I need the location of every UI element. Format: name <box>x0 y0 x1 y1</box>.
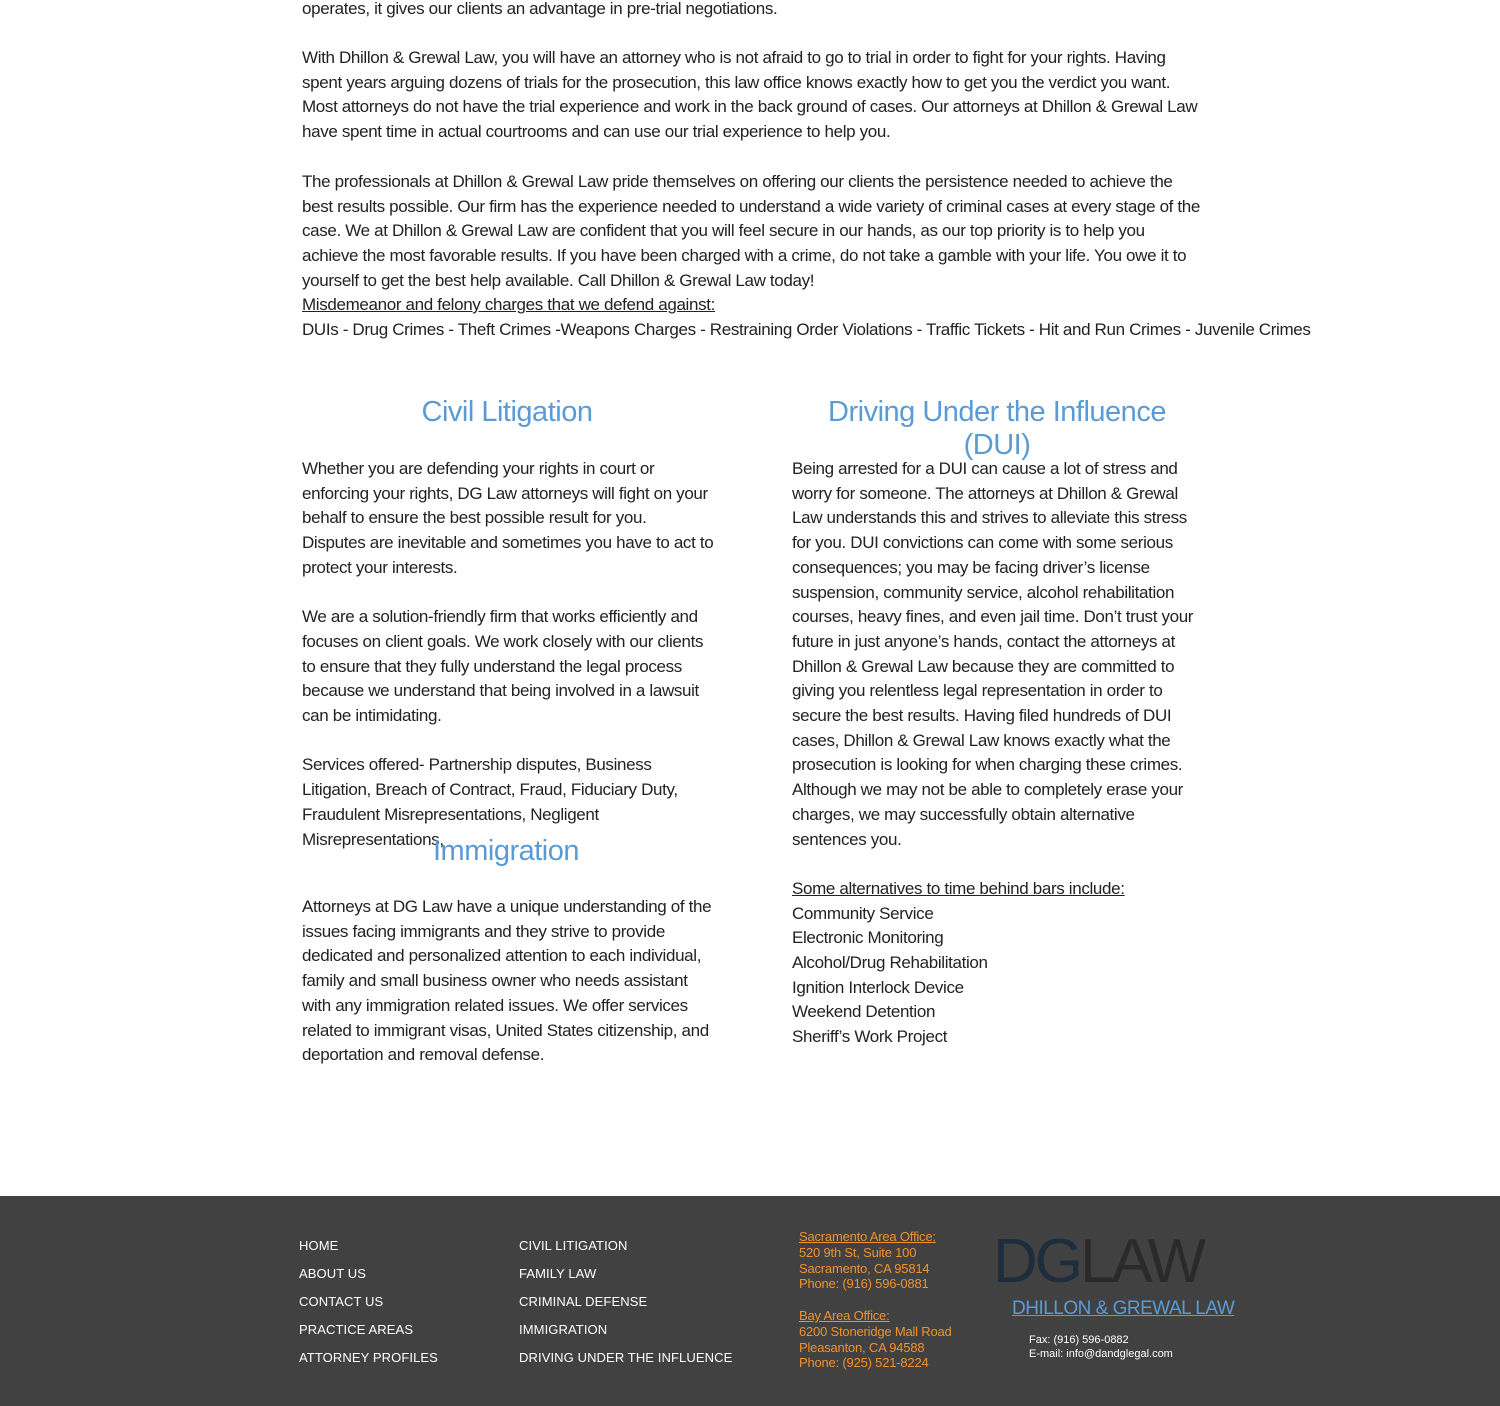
intro-paragraph-2: The professionals at Dhillon & Grewal Law pride themselves on offering our clients the persistence needed to achieve the best results possible. Our firm has the experience needed to understand a wide variety of criminal cases at every stage of the case. We at Dhillon & Grewal Law are confident that you will feel secure in our hands, as our top priority is to help you achieve the most favorable results. If you have been charged with a crime, do not take a gamble with your life. You owe it to yourself to get the best help available. Call Dhillon & Grewal Law today! <box>302 172 1201 290</box>
civil-litigation-heading: Civil Litigation <box>421 396 593 428</box>
site-footer <box>0 1196 1500 1406</box>
list-item: Alcohol/Drug Rehabilitation <box>792 953 988 973</box>
email-address[interactable]: E-mail: info@dandglegal.com <box>1029 1348 1173 1360</box>
alternatives-list <box>792 902 1204 1050</box>
alternatives-heading: Some alternatives to time behind bars include: <box>792 878 1125 898</box>
dui-heading: Driving Under the Influence (DUI) <box>828 396 1166 461</box>
footer-link-criminal-defense[interactable]: CRIMINAL DEFENSE <box>519 1294 648 1309</box>
charges-list: DUIs - Drug Crimes - Theft Crimes -Weapons Charges - Restraining Order Violations - Traffic Tickets - Hit and Run Crimes - Juvenile Crimes <box>302 320 1311 339</box>
footer-link-practice-areas[interactable]: PRACTICE AREAS <box>299 1322 414 1337</box>
footer-link-contact-us[interactable]: CONTACT US <box>299 1294 384 1309</box>
list-item: Sheriff’s Work Project <box>792 1027 948 1047</box>
footer-nav-main <box>299 1238 438 1378</box>
intro-paragraph-1: With Dhillon & Grewal Law, you will have an attorney who is not afraid to go to trial in order to fight for your rights. Having spent years arguing dozens of trials for the prosecution, this law office knows exactly how to get you the verdict you want. Most attorneys do not have the trial experience and work in the back ground of cases. Our attorneys at Dhillon & Grewal Law have spent time in actual courtrooms and can use our trial experience to help you. <box>302 48 1198 142</box>
list-item: Ignition Interlock Device <box>792 977 964 997</box>
bay-area-office-title[interactable]: Bay Area Office: <box>799 1307 890 1323</box>
office-addresses <box>799 1229 952 1371</box>
civil-services: Services offered- Partnership disputes, Business Litigation, Breach of Contract, Fraud, Fiduciary Duty, Fraudulent Misrepresentations, Negligent Misrepresentations, <box>302 755 678 849</box>
immigration-paragraph: Attorneys at DG Law have a unique understanding of the issues facing immigrants and they strive to provide dedicated and personalized attention to each individual, family and small business owner who needs assistant with any immigration related issues. We offer services related to immigrant visas, United States citizenship, and deportation and removal defense. <box>302 897 712 1065</box>
footer-link-about-us[interactable]: ABOUT US <box>299 1266 367 1281</box>
bay-address-line2: Pleasanton, CA 94588 <box>799 1339 925 1355</box>
logo-dg: DG <box>993 1230 1080 1290</box>
bay-address-line1: 6200 Stoneridge Mall Road <box>799 1323 952 1339</box>
fax-number: Fax: (916) 596-0882 <box>1029 1334 1129 1346</box>
bay-phone: Phone: (925) 521-8224 <box>799 1355 929 1371</box>
list-item: Weekend Detention <box>792 1002 936 1022</box>
logo-law: LAW <box>1080 1230 1204 1290</box>
sacramento-address-line2: Sacramento, CA 95814 <box>799 1260 930 1276</box>
sacramento-phone: Phone: (916) 596-0881 <box>799 1276 929 1292</box>
footer-link-family-law[interactable]: FAMILY LAW <box>519 1266 597 1281</box>
immigration-heading: Immigration <box>433 835 579 867</box>
footer-contact <box>1029 1333 1173 1361</box>
intro-paragraph-0: operates, it gives our clients an advantage in pre-trial negotiations. <box>302 0 778 18</box>
sacramento-office-title[interactable]: Sacramento Area Office: <box>799 1229 936 1244</box>
dui-section <box>792 457 1204 1050</box>
charges-heading: Misdemeanor and felony charges that we defend against: <box>302 295 715 314</box>
civil-paragraph-2: We are a solution-friendly firm that works efficiently and focuses on client goals. We work closely with our clients to ensure that they fully understand the legal process because we understand that being involved in a lawsuit can be intimidating. <box>302 607 704 726</box>
dui-paragraph: Being arrested for a DUI can cause a lot of stress and worry for someone. The attorneys at Dhillon & Grewal Law understands this and strives to alleviate this stress for you. DUI convictions can come with some serious consequences; you may be facing driver’s license suspension, community service, alcohol rehabilitation courses, heavy fines, and even jail time. Don’t trust your future in just anyone’s hands, contact the attorneys at Dhillon & Grewal Law because they are committed to giving you relentless legal representation in order to secure the best results. Having filed hundreds of DUI cases, Dhillon & Grewal Law knows exactly what the prosecution is looking for when charging these crimes. Although we may not be able to completely erase your charges, we may successfully obtain alternative sentences you. <box>792 459 1194 849</box>
civil-paragraph-1: Whether you are defending your rights in court or enforcing your rights, DG Law attorneys will fight on your behalf to ensure the best possible result for you. Disputes are inevitable and sometimes you have to act to protect your interests. <box>302 459 714 577</box>
immigration-section <box>302 895 714 1068</box>
dg-law-logo[interactable] <box>993 1230 1205 1290</box>
list-item: Electronic Monitoring <box>792 928 944 948</box>
footer-link-attorney-profiles[interactable]: ATTORNEY PROFILES <box>299 1350 438 1365</box>
sacramento-address-line1: 520 9th St, Suite 100 <box>799 1244 917 1260</box>
civil-litigation-section <box>302 457 714 852</box>
footer-link-immigration[interactable]: IMMIGRATION <box>519 1322 608 1337</box>
footer-link-dui[interactable]: DRIVING UNDER THE INFLUENCE <box>519 1350 733 1365</box>
footer-link-civil-litigation[interactable]: CIVIL LITIGATION <box>519 1238 628 1253</box>
logo-text <box>993 1230 1205 1290</box>
footer-nav-practice <box>519 1238 732 1378</box>
list-item: Community Service <box>792 903 934 923</box>
firm-name-link[interactable]: DHILLON & GREWAL LAW <box>1012 1298 1235 1319</box>
footer-link-home[interactable]: HOME <box>299 1238 339 1253</box>
